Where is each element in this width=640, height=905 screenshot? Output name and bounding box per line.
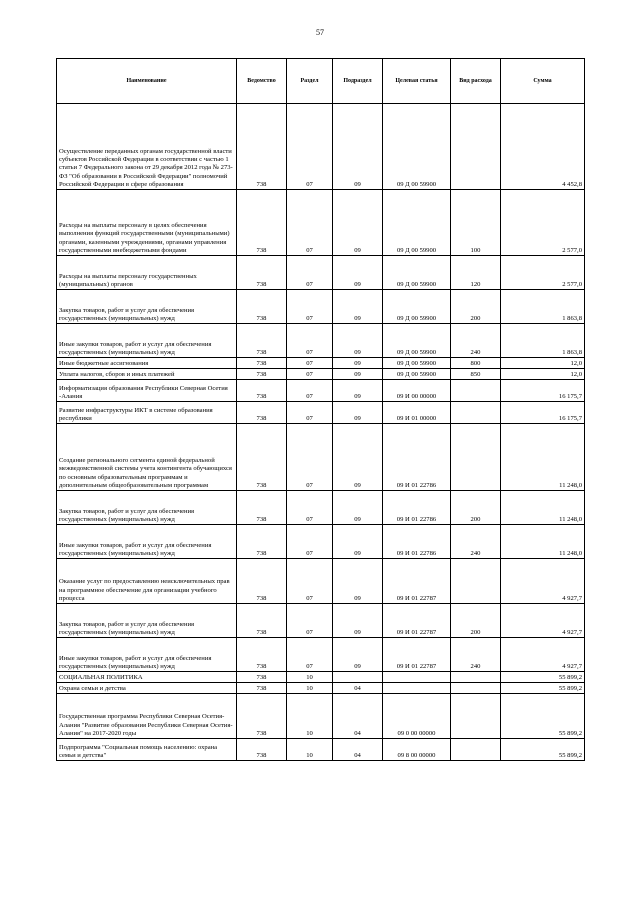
- cell-name: Иные закупки товаров, работ и услуг для обеспечения государственных (муниципальных) нужд: [57, 638, 237, 672]
- cell-sum: 4 452,8: [501, 104, 585, 190]
- cell-section: 07: [287, 369, 333, 380]
- cell-expense-type: 240: [451, 638, 501, 672]
- cell-section: 10: [287, 739, 333, 761]
- cell-sum: 16 175,7: [501, 380, 585, 402]
- cell-target-article: 09 И 00 00000: [383, 380, 451, 402]
- cell-department: 738: [237, 424, 287, 491]
- cell-department: 738: [237, 369, 287, 380]
- cell-expense-type: 240: [451, 525, 501, 559]
- table-row: [57, 739, 585, 761]
- cell-subsection: 09: [333, 324, 383, 358]
- cell-expense-type: [451, 739, 501, 761]
- cell-department: 738: [237, 358, 287, 369]
- cell-sum: 55 899,2: [501, 683, 585, 694]
- page-number: 57: [316, 28, 324, 37]
- table-row: [57, 324, 585, 358]
- cell-subsection: 09: [333, 491, 383, 525]
- cell-sum: 1 863,8: [501, 290, 585, 324]
- cell-subsection: 09: [333, 402, 383, 424]
- cell-target-article: 09 Д 00 59900: [383, 358, 451, 369]
- cell-subsection: 09: [333, 369, 383, 380]
- cell-subsection: 09: [333, 604, 383, 638]
- cell-target-article: 09 И 01 22787: [383, 604, 451, 638]
- header-sum: Сумма: [501, 59, 585, 104]
- header-target-article: Целевая статья: [383, 59, 451, 104]
- cell-subsection: 09: [333, 256, 383, 290]
- cell-sum: 2 577,0: [501, 190, 585, 256]
- cell-section: 07: [287, 638, 333, 672]
- cell-department: 738: [237, 256, 287, 290]
- cell-department: 738: [237, 402, 287, 424]
- cell-subsection: 09: [333, 559, 383, 604]
- cell-section: 07: [287, 491, 333, 525]
- cell-department: 738: [237, 491, 287, 525]
- cell-subsection: 09: [333, 190, 383, 256]
- cell-sum: 2 577,0: [501, 256, 585, 290]
- cell-section: 07: [287, 525, 333, 559]
- cell-department: 738: [237, 104, 287, 190]
- cell-section: 10: [287, 694, 333, 739]
- cell-subsection: 09: [333, 638, 383, 672]
- cell-subsection: 04: [333, 694, 383, 739]
- cell-name: Иные закупки товаров, работ и услуг для обеспечения государственных (муниципальных) нужд: [57, 525, 237, 559]
- cell-expense-type: 850: [451, 369, 501, 380]
- cell-department: 738: [237, 739, 287, 761]
- cell-department: 738: [237, 559, 287, 604]
- cell-name: Информатизация образования Республики Северная Осетия -Алания: [57, 380, 237, 402]
- cell-expense-type: [451, 694, 501, 739]
- cell-department: 738: [237, 324, 287, 358]
- cell-section: 07: [287, 190, 333, 256]
- cell-section: 10: [287, 683, 333, 694]
- cell-subsection: 09: [333, 358, 383, 369]
- header-expense-type: Вид расхода: [451, 59, 501, 104]
- cell-name: Оказание услуг по предоставлению неисключительных прав на программное обеспечение для организации учебного процесса: [57, 559, 237, 604]
- cell-target-article: 09 0 00 00000: [383, 694, 451, 739]
- table-row: [57, 424, 585, 491]
- cell-department: 738: [237, 190, 287, 256]
- cell-expense-type: [451, 402, 501, 424]
- cell-section: 07: [287, 324, 333, 358]
- cell-sum: 4 927,7: [501, 559, 585, 604]
- cell-expense-type: 200: [451, 290, 501, 324]
- cell-section: 07: [287, 290, 333, 324]
- cell-name: Осуществление переданных органам государственной власти субъектов Российской Федерации в соответствии с частью 1 статьи 7 Федерального закона от 29 декабря 2012 года № 273-ФЗ "Об образовании в Российской Федерации" полномочий Российской Федерации в сфере образования: [57, 104, 237, 190]
- cell-sum: 55 899,2: [501, 739, 585, 761]
- cell-expense-type: 100: [451, 190, 501, 256]
- cell-expense-type: [451, 672, 501, 683]
- cell-name: Охрана семьи и детства: [57, 683, 237, 694]
- header-section: Раздел: [287, 59, 333, 104]
- table-row: [57, 604, 585, 638]
- cell-section: 07: [287, 559, 333, 604]
- header-department: Ведомство: [237, 59, 287, 104]
- cell-name: Создание регионального сегмента единой федеральной межведомственной системы учета контингента обучающихся по основным образовательным программам и дополнительным общеобразовательным программам: [57, 424, 237, 491]
- cell-subsection: 09: [333, 424, 383, 491]
- cell-subsection: 09: [333, 290, 383, 324]
- cell-subsection: [333, 672, 383, 683]
- table-row: [57, 694, 585, 739]
- cell-department: 738: [237, 683, 287, 694]
- cell-department: 738: [237, 672, 287, 683]
- cell-name: Развитие инфраструктуры ИКТ в системе образования республики: [57, 402, 237, 424]
- cell-target-article: 09 Д 00 59900: [383, 104, 451, 190]
- cell-sum: 16 175,7: [501, 402, 585, 424]
- cell-expense-type: 240: [451, 324, 501, 358]
- cell-sum: 12,0: [501, 358, 585, 369]
- cell-target-article: 09 Д 00 59900: [383, 324, 451, 358]
- cell-sum: 4 927,7: [501, 604, 585, 638]
- cell-target-article: 09 И 01 22787: [383, 638, 451, 672]
- cell-name: СОЦИАЛЬНАЯ ПОЛИТИКА: [57, 672, 237, 683]
- table-row: [57, 491, 585, 525]
- cell-target-article: [383, 672, 451, 683]
- cell-sum: 55 899,2: [501, 672, 585, 683]
- cell-expense-type: [451, 380, 501, 402]
- cell-sum: 55 899,2: [501, 694, 585, 739]
- cell-name: Закупка товаров, работ и услуг для обеспечения государственных (муниципальных) нужд: [57, 604, 237, 638]
- cell-expense-type: [451, 683, 501, 694]
- cell-target-article: 09 Д 00 59900: [383, 256, 451, 290]
- table-row: [57, 358, 585, 369]
- cell-section: 07: [287, 380, 333, 402]
- cell-section: 07: [287, 604, 333, 638]
- table-row: [57, 380, 585, 402]
- cell-target-article: [383, 683, 451, 694]
- cell-name: Государственная программа Республики Северная Осетия-Алания "Развитие образования Республики Северная Осетия-Алания" на 2017-2020 годы: [57, 694, 237, 739]
- cell-target-article: 09 И 01 22786: [383, 525, 451, 559]
- cell-sum: 11 248,0: [501, 525, 585, 559]
- cell-expense-type: [451, 559, 501, 604]
- cell-target-article: 09 И 01 22786: [383, 491, 451, 525]
- table-row: [57, 683, 585, 694]
- cell-sum: 11 248,0: [501, 491, 585, 525]
- table-row: [57, 638, 585, 672]
- cell-subsection: 04: [333, 739, 383, 761]
- cell-department: 738: [237, 638, 287, 672]
- table-row: [57, 104, 585, 190]
- cell-department: 738: [237, 290, 287, 324]
- cell-sum: 12,0: [501, 369, 585, 380]
- cell-target-article: 09 Д 00 59900: [383, 290, 451, 324]
- header-name: Наименование: [57, 59, 237, 104]
- cell-expense-type: 200: [451, 491, 501, 525]
- cell-name: Расходы на выплаты персоналу в целях обеспечения выполнения функций государственными (муниципальными) органами, казенными учреждениями, органами управления государственными внебюджетными фондами: [57, 190, 237, 256]
- table-row: [57, 190, 585, 256]
- cell-name: Подпрограмма "Социальная помощь населению: охрана семьи и детства": [57, 739, 237, 761]
- cell-subsection: 04: [333, 683, 383, 694]
- cell-expense-type: 200: [451, 604, 501, 638]
- budget-table: [56, 58, 585, 761]
- table-row: [57, 402, 585, 424]
- cell-subsection: 09: [333, 380, 383, 402]
- cell-department: 738: [237, 380, 287, 402]
- cell-target-article: 09 8 00 00000: [383, 739, 451, 761]
- cell-subsection: 09: [333, 525, 383, 559]
- cell-expense-type: 800: [451, 358, 501, 369]
- table-row: [57, 672, 585, 683]
- cell-sum: 4 927,7: [501, 638, 585, 672]
- cell-expense-type: 120: [451, 256, 501, 290]
- cell-department: 738: [237, 525, 287, 559]
- cell-section: 07: [287, 424, 333, 491]
- table-row: [57, 290, 585, 324]
- cell-name: Расходы на выплаты персоналу государственных (муниципальных) органов: [57, 256, 237, 290]
- cell-name: Иные бюджетные ассигнования: [57, 358, 237, 369]
- table-row: [57, 559, 585, 604]
- cell-expense-type: [451, 424, 501, 491]
- cell-section: 07: [287, 358, 333, 369]
- cell-target-article: 09 Д 00 59900: [383, 369, 451, 380]
- table-row: [57, 525, 585, 559]
- cell-subsection: 09: [333, 104, 383, 190]
- table-row: [57, 256, 585, 290]
- cell-name: Уплата налогов, сборов и иных платежей: [57, 369, 237, 380]
- cell-sum: 11 248,0: [501, 424, 585, 491]
- header-subsection: Подраздел: [333, 59, 383, 104]
- cell-target-article: 09 И 01 00000: [383, 402, 451, 424]
- cell-section: 07: [287, 256, 333, 290]
- cell-name: Закупка товаров, работ и услуг для обеспечения государственных (муниципальных) нужд: [57, 491, 237, 525]
- cell-name: Иные закупки товаров, работ и услуг для обеспечения государственных (муниципальных) нужд: [57, 324, 237, 358]
- cell-expense-type: [451, 104, 501, 190]
- cell-target-article: 09 И 01 22787: [383, 559, 451, 604]
- cell-name: Закупка товаров, работ и услуг для обеспечения государственных (муниципальных) нужд: [57, 290, 237, 324]
- cell-department: 738: [237, 604, 287, 638]
- cell-section: 07: [287, 104, 333, 190]
- cell-target-article: 09 И 01 22786: [383, 424, 451, 491]
- table-header-row: [57, 59, 585, 104]
- cell-section: 10: [287, 672, 333, 683]
- cell-department: 738: [237, 694, 287, 739]
- table-row: [57, 369, 585, 380]
- cell-section: 07: [287, 402, 333, 424]
- cell-sum: 1 863,8: [501, 324, 585, 358]
- cell-target-article: 09 Д 00 59900: [383, 190, 451, 256]
